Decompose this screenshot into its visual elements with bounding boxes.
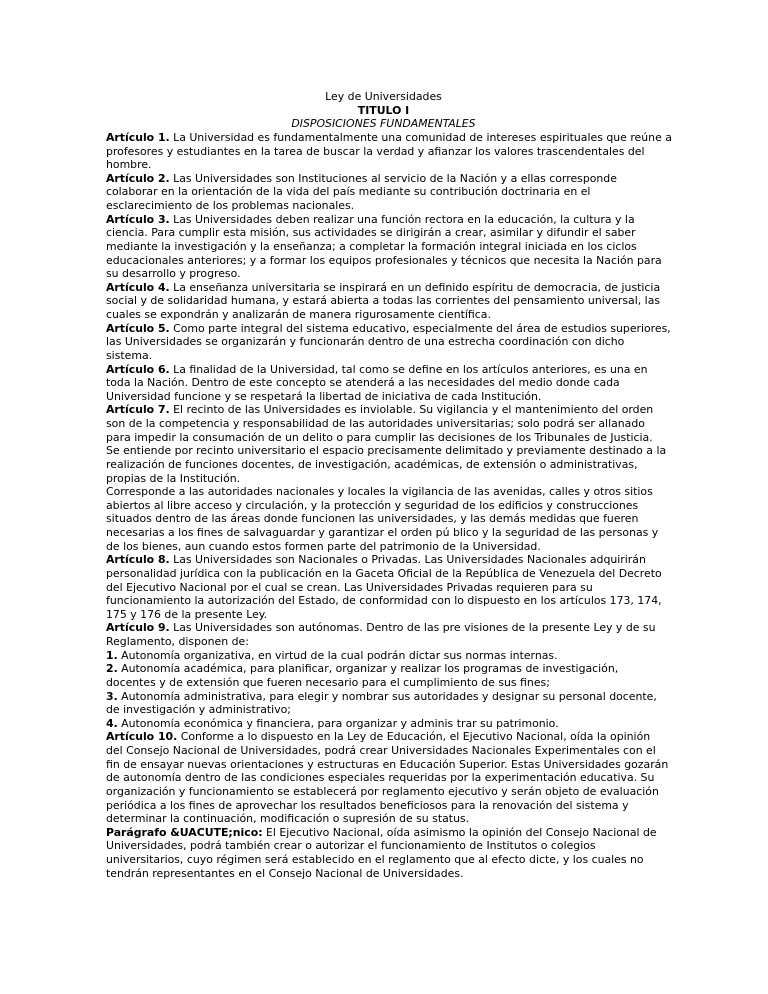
article-text: 175 y 176 de la presente Ley. — [106, 607, 268, 621]
article-paragraph — [106, 662, 686, 689]
article-text: Conforme a lo dispuesto en la Ley de Educación, el Ejecutivo Nacional, oída la opinión — [177, 730, 651, 744]
article-text: tendrán representantes en el Consejo Nacional de Universidades. — [106, 866, 464, 880]
article-label: Artículo 3. — [106, 212, 170, 226]
text-line — [106, 649, 686, 663]
text-line — [106, 254, 686, 268]
text-line — [106, 145, 686, 159]
text-line — [106, 376, 686, 390]
text-line — [106, 853, 686, 867]
text-line — [106, 172, 686, 186]
text-line — [106, 213, 686, 227]
article-text: Se entiende por recinto universitario el espacio precisamente delimitado y previamente destinado a la — [106, 444, 667, 458]
text-line — [106, 812, 686, 826]
article-label: Artículo 7. — [106, 403, 170, 417]
text-line — [106, 703, 686, 717]
text-line — [106, 839, 686, 853]
article-text: del Ejecutivo Nacional por el cual se crean. Las Universidades Privadas requieren para su — [106, 580, 593, 594]
article-text: sistema. — [106, 348, 153, 362]
article-label: Artículo 4. — [106, 280, 170, 294]
article-text: organización y funcionamiento se establecerá por reglamento ejecutivo y serán objeto de evaluación — [106, 784, 659, 798]
text-line — [106, 771, 686, 785]
text-line — [106, 267, 686, 281]
article-text: periódica a los fines de aprovechar los resultados beneficiosos para la renovación del sistema y — [106, 798, 629, 812]
article-text: Autonomía académica, para planificar, organizar y realizar los programas de investigación, — [117, 662, 619, 676]
text-line — [106, 322, 686, 336]
article-text: docentes y de extensión que fueren necesario para el cumplimiento de sus fines; — [106, 675, 550, 689]
article-label: Artículo 5. — [106, 321, 170, 335]
text-line — [106, 744, 686, 758]
article-paragraph — [106, 403, 686, 485]
text-line — [106, 281, 686, 295]
article-text: Las Universidades son autónomas. Dentro de las pre visiones de la presente Ley y de su — [169, 621, 656, 635]
article-text: Universidades, podrá también crear o autorizar el funcionamiento de Institutos o colegios — [106, 839, 596, 853]
article-text: La finalidad de la Universidad, tal como se define en los artículos anteriores, es una en — [169, 362, 648, 376]
text-line — [106, 499, 686, 513]
section-subtitle: DISPOSICIONES FUNDAMENTALES — [291, 117, 476, 131]
article-text: personalidad jurídica con la publicación en la Gaceta Oficial de la República de Venezuela del Decreto — [106, 566, 662, 580]
text-line — [106, 417, 686, 431]
article-paragraph — [106, 553, 686, 621]
text-line — [106, 131, 686, 145]
article-label: Artículo 2. — [106, 171, 170, 185]
article-text: Como parte integral del sistema educativo, especialmente del área de estudios superiores, — [169, 321, 671, 335]
article-label: Parágrafo &UACUTE;nico: — [106, 825, 263, 839]
article-text: Autonomía económica y financiera, para organizar y adminis trar su patrimonio. — [117, 716, 559, 730]
article-text: su desarrollo y progreso. — [106, 267, 241, 281]
article-label: 2. — [106, 662, 118, 676]
article-text: colaborar en la orientación de la vida del país mediante su contribución doctrinaria en el — [106, 185, 591, 199]
article-text: Autonomía administrativa, para elegir y nombrar sus autoridades y designar su personal docente, — [117, 689, 657, 703]
article-text: Autonomía organizativa, en virtud de la cual podrán dictar sus normas internas. — [117, 648, 558, 662]
article-text: realización de funciones docentes, de investigación, académicas, de extensión o administrativas, — [106, 457, 638, 471]
article-text: educacionales anteriores; y a formar los equipos profesionales y técnicos que necesita la Nación para — [106, 253, 662, 267]
article-text: Universidad funcione y se respetará la libertad de iniciativa de cada Institución. — [106, 389, 542, 403]
article-text: toda la Nación. Dentro de este concepto se atenderá a las necesidades del medio donde cada — [106, 376, 620, 390]
article-label: 4. — [106, 716, 118, 730]
article-paragraph — [106, 826, 686, 881]
text-line — [106, 526, 686, 540]
text-line — [106, 199, 686, 213]
article-text: universitarios, cuyo régimen será establecido en el reglamento que al efecto dicte, y los cuales no — [106, 853, 644, 866]
article-text: abiertos al libre acceso y circulación, y la protección y seguridad de los edificios y construcciones — [106, 498, 639, 512]
text-line — [106, 662, 686, 676]
article-paragraph — [106, 730, 686, 825]
text-line — [106, 349, 686, 363]
article-label: Artículo 10. — [106, 730, 178, 744]
article-label: Artículo 9. — [106, 621, 170, 635]
article-label: Artículo 8. — [106, 553, 170, 567]
article-text: mediante la investigación y la enseñanza; a completar la formación integral iniciada en los ciclos — [106, 239, 637, 253]
text-line — [106, 240, 686, 254]
text-line — [106, 621, 686, 635]
article-paragraph — [106, 649, 686, 663]
text-line — [106, 185, 686, 199]
article-text: propias de la Institución. — [106, 471, 241, 485]
text-line — [106, 758, 686, 772]
article-paragraph — [106, 131, 686, 172]
article-text: social y de solidaridad humana, y estará abierta a todas las corrientes del pensamiento universal, las — [106, 294, 661, 308]
article-text: La Universidad es fundamentalmente una comunidad de intereses espirituales que reúne a — [169, 130, 672, 144]
text-line — [106, 472, 686, 486]
article-text: El recinto de las Universidades es inviolable. Su vigilancia y el mantenimiento del orden — [169, 403, 654, 417]
article-text: necesarias a los fines de salvaguardar y garantizar el orden pú blico y la seguridad de las personas y — [106, 526, 659, 539]
article-paragraph — [106, 485, 686, 553]
article-text: Reglamento, disponen de: — [106, 635, 249, 648]
text-line — [106, 158, 686, 172]
text-line — [106, 458, 686, 472]
article-label: Artículo 6. — [106, 362, 170, 376]
article-text: ciencia. Para cumplir esta misión, sus actividades se dirigirán a crear, asimilar y difundir el saber — [106, 226, 636, 240]
article-text: situados dentro de las áreas donde funcionen las universidades, y las demás medidas que fueren — [106, 512, 639, 526]
text-line — [106, 676, 686, 690]
article-text: de los bienes, aun cuando estos formen parte del patrimonio de la Universidad. — [106, 539, 541, 553]
article-text: Las Universidades deben realizar una función rectora en la educación, la cultura y la — [169, 212, 635, 226]
article-text: de investigación y administrativo; — [106, 703, 291, 717]
text-line — [106, 444, 686, 458]
text-line — [106, 308, 686, 322]
text-line — [106, 226, 686, 240]
text-line — [106, 867, 686, 881]
text-line — [106, 294, 686, 308]
text-line — [106, 730, 686, 744]
article-paragraph — [106, 322, 686, 363]
article-paragraph — [106, 213, 686, 281]
text-line — [106, 581, 686, 595]
text-line — [106, 335, 686, 349]
article-label: Artículo 1. — [106, 130, 170, 144]
text-line — [106, 717, 686, 731]
article-paragraph — [106, 281, 686, 322]
article-text: de autonomía dentro de las condiciones especiales requeridas por la experimentación educativa. Su — [106, 771, 655, 785]
text-line — [106, 785, 686, 799]
law-title: Ley de Universidades — [325, 90, 442, 103]
text-line — [106, 690, 686, 704]
article-text: Corresponde a las autoridades nacionales y locales la vigilancia de las avenidas, calles y otros sitios — [106, 485, 653, 499]
article-paragraph — [106, 363, 686, 404]
text-line — [106, 567, 686, 581]
article-text: hombre. — [106, 158, 152, 172]
article-text: El Ejecutivo Nacional, oída asimismo la opinión del Consejo Nacional de — [262, 825, 657, 839]
article-paragraph — [106, 621, 686, 648]
titulo-heading: TITULO I — [357, 103, 410, 117]
article-text: Las Universidades son Nacionales o Privadas. Las Universidades Nacionales adquirirán — [169, 553, 646, 567]
article-paragraph — [106, 717, 686, 731]
article-text: determinar la continuación, modificación o supresión de su status. — [106, 812, 470, 826]
article-label: 1. — [106, 648, 118, 662]
text-line — [106, 594, 686, 608]
text-line — [106, 608, 686, 622]
text-line — [106, 403, 686, 417]
article-text: para impedir la consumación de un delito o para cumplir las decisiones de los Tribunales de Justicia. — [106, 430, 653, 444]
text-line — [106, 635, 686, 649]
article-text: funcionamiento la autorización del Estado, de conformidad con lo dispuesto en los artículos 173, 174, — [106, 594, 662, 608]
text-line — [106, 390, 686, 404]
article-paragraph — [106, 690, 686, 717]
text-line — [106, 553, 686, 567]
article-text: esclarecimiento de los problemas nacionales. — [106, 199, 355, 212]
article-paragraph — [106, 172, 686, 213]
article-text: del Consejo Nacional de Universidades, podrá crear Universidades Nacionales Experimentales con el — [106, 744, 656, 757]
article-text: La enseñanza universitaria se inspirará en un definido espíritu de democracia, de justicia — [169, 280, 661, 294]
article-text: las Universidades se organizarán y funcionarán dentro de una estrecha coordinación con dicho — [106, 335, 625, 349]
text-line — [106, 431, 686, 445]
text-line — [106, 363, 686, 377]
text-line — [106, 799, 686, 813]
article-text: fin de ensayar nuevas orientaciones y estructuras en Educación Superior. Estas Universidades gozarán — [106, 757, 669, 771]
article-text: Las Universidades son Instituciones al servicio de la Nación y a ellas corresponde — [169, 171, 617, 185]
article-text: cuales se expondrán y analizarán de manera rigurosamente científica. — [106, 308, 491, 321]
articles — [106, 131, 686, 880]
text-line — [106, 512, 686, 526]
article-text: son de la competencia y responsabilidad de las autoridades universitarias; solo podrá ser allanado — [106, 417, 645, 430]
text-line — [106, 826, 686, 840]
text-line — [106, 540, 686, 554]
document-body — [106, 90, 686, 880]
text-line — [106, 485, 686, 499]
article-label: 3. — [106, 689, 118, 703]
article-text: profesores y estudiantes en la tarea de buscar la verdad y afianzar los valores trascendentales del — [106, 144, 645, 158]
